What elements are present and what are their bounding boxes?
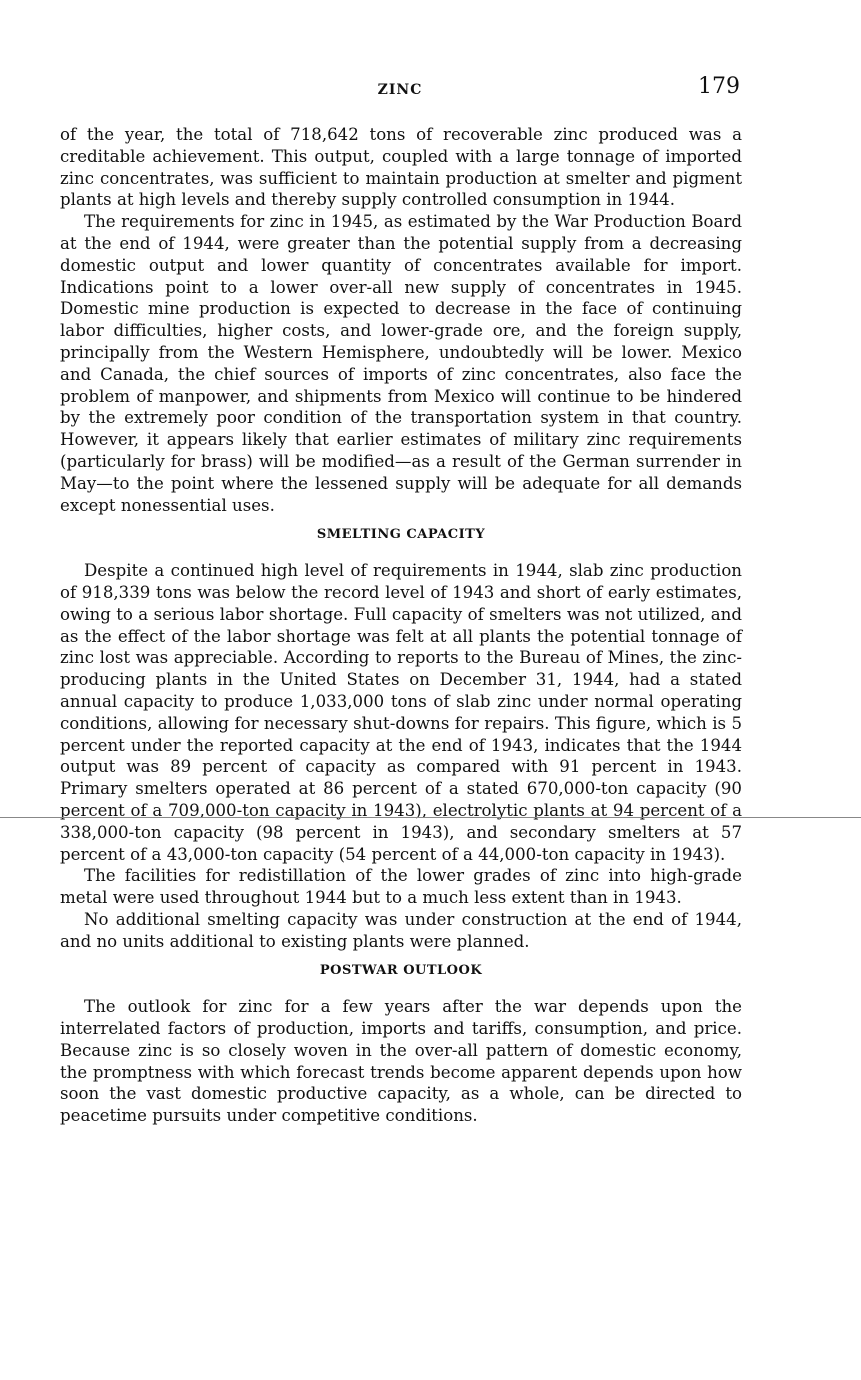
page-number: 179: [698, 74, 740, 99]
paragraph-postwar-outlook: The outlook for zinc for a few years after the war depends upon the interrelated factors of production, imports and tariffs, consumption, and price. Because zinc is so closely woven in the over-all pattern of domestic economy, the promptness with which forecast trends become apparent depends upon how soon the vast domestic productive capacity, as a whole, can be directed to peacetime pursuits under competitive conditions.: [60, 997, 742, 1126]
running-title: ZINC: [377, 82, 423, 98]
paragraph-no-additional-capacity: No additional smelting capacity was under construction at the end of 1944, and no units additional to existing plants were planned.: [60, 909, 742, 951]
paragraph-requirements-1945: The requirements for zinc in 1945, as estimated by the War Production Board at the end of 1944, were greater than the potential supply from a decreasing domestic output and lower quantity of concentrates available for import. Indications point to a lower over-all new supply of concentrates in 1945. Domestic mine production is expected to decrease in the face of continuing labor difficulties, higher costs, and lower-grade ore, and the foreign supply, principally from the Western Hemisphere, undoubtedly will be lower. Mexico and Canada, the chief sources of imports of zinc concentrates, also face the problem of manpower, and shipments from Mexico will continue to be hindered by the extremely poor condition of the transportation system in that country. However, it appears likely that earlier estimates of military zinc requirements (particularly for brass) will be modified—as a result of the German surrender in May—to the point where the lessened supply will be adequate for all demands except nonessential uses.: [60, 212, 742, 515]
paragraph-smelting-capacity: Despite a continued high level of requirements in 1944, slab zinc production of 918,339 tons was below the record level of 1943 and short of early estimates, owing to a serious labor shortage. Full capacity of smelters was not utilized, and as the effect of the labor shortage was felt at all plants the potential tonnage of zinc lost was appreciable. According to reports to the Bureau of Mines, the zinc-producing plants in the United States on December 31, 1944, had a stated annual capacity to produce 1,033,000 tons of slab zinc under normal operating conditions, allowing for necessary shut-downs for repairs. This figure, which is 5 percent under the reported capacity at the end of 1943, indicates that the 1944 output was 89 percent of capacity as compared with 91 percent in 1943. Primary smelters operated at 86 percent of a stated 670,000-ton capacity (90 percent of a 709,000-ton capacity in 1943), electrolytic plants at 94 percent of a 338,000-ton capacity (98 percent in 1943), and secondary smelters at 57 percent of a 43,000-ton capacity (54 percent of a 44,000-ton capacity in 1943).: [60, 561, 742, 864]
section-heading-postwar-outlook: POSTWAR OUTLOOK: [319, 963, 483, 979]
paragraph-redistillation: The facilities for redistillation of the lower grades of zinc into high-grade metal were used throughout 1944 but to a much less extent than in 1943.: [60, 866, 742, 908]
section-heading-smelting-capacity: SMELTING CAPACITY: [316, 527, 486, 543]
paragraph-continuation: of the year, the total of 718,642 tons of recoverable zinc produced was a creditable achievement. This output, coupled with a large tonnage of imported zinc concentrates, was sufficient to maintain production at smelter and pigment plants at high levels and thereby supply controlled consumption in 1944.: [60, 125, 742, 210]
scan-rule-line: [0, 817, 861, 818]
running-head: [60, 74, 740, 102]
body-text: [60, 124, 742, 1127]
